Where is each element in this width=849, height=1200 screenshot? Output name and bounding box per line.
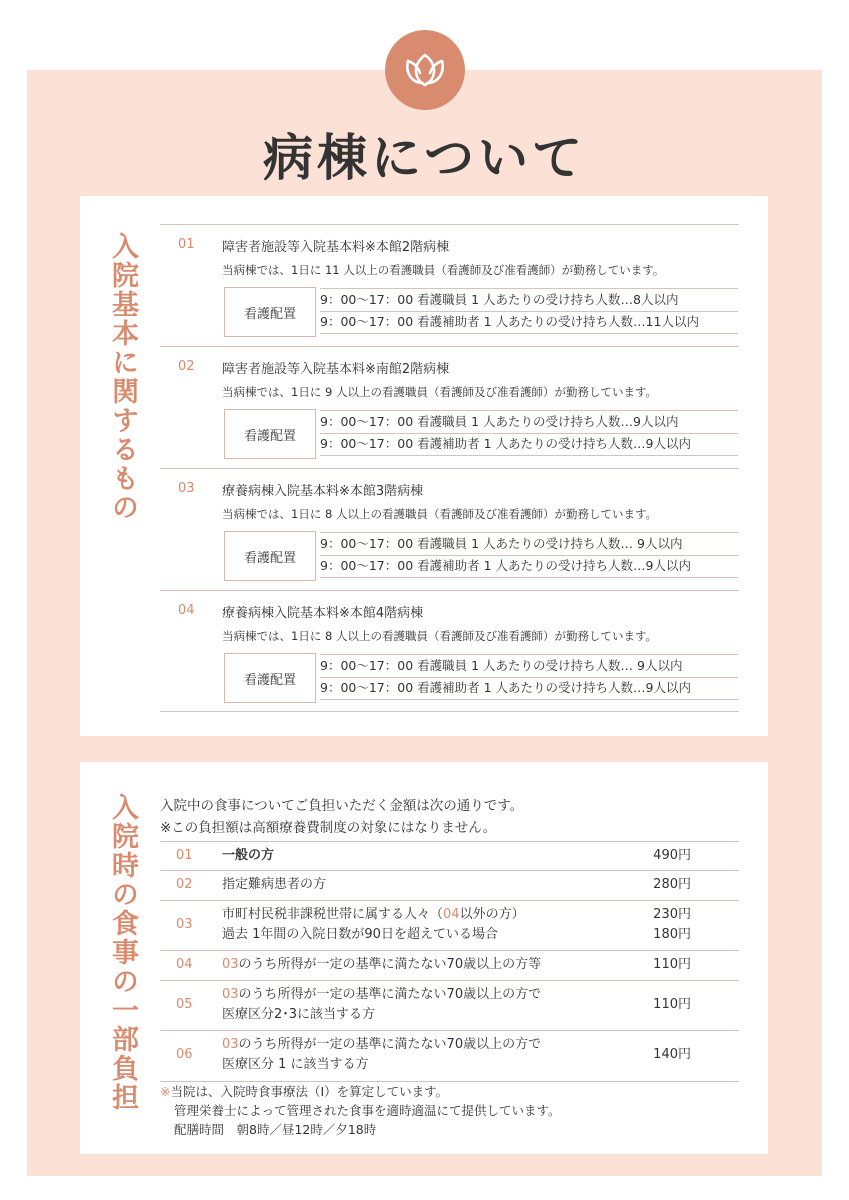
row-description: 一般の方 xyxy=(222,848,275,863)
ward-block xyxy=(160,590,739,713)
row-number: 06 xyxy=(176,1047,193,1062)
table-row xyxy=(160,871,739,901)
staffing-row: 9：00〜17：00 看護補助者 1 人あたりの受け持ち人数…9人以内 xyxy=(320,555,738,578)
flower-icon xyxy=(402,49,448,91)
row-description: 指定難病患者の方 xyxy=(222,877,327,892)
row-description: 03のうち所得が一定の基準に満たない70歳以上の方で xyxy=(222,987,542,1002)
ward-number: 02 xyxy=(178,359,195,374)
row-price: 180円 xyxy=(653,927,691,942)
row-description: 市町村民税非課税世帯に属する人々（04以外の方） xyxy=(222,907,525,922)
ward-description: 当病棟では、1日に 8 人以上の看護職員（看護師及び准看護師）が勤務しています。 xyxy=(222,629,658,643)
staffing-row: 9：00〜17：00 看護補助者 1 人あたりの受け持ち人数…9人以内 xyxy=(320,677,738,700)
meal-footnote: ※当院は、入院時食事療法（Ⅰ）を算定しています。 管理栄養士によって管理された食事を適時適温にて提供しています。 配膳時間 朝8時／昼12時／夕18時 xyxy=(160,1084,561,1137)
row-number: 03 xyxy=(176,917,193,932)
staffing-row: 9：00〜17：00 看護職員 1 人あたりの受け持ち人数… 9人以内 xyxy=(320,532,738,556)
ward-number: 04 xyxy=(178,603,195,618)
section-label-meal: 入院時の食事の一部負担 xyxy=(107,793,138,1112)
staffing-row: 9：00〜17：00 看護補助者 1 人あたりの受け持ち人数…11人以内 xyxy=(320,311,738,334)
ward-name: 療養病棟入院基本料※本館4階病棟 xyxy=(222,606,424,621)
staffing-label: 看護配置 xyxy=(224,287,316,337)
staffing-label: 看護配置 xyxy=(224,653,316,703)
page-title: 病棟について xyxy=(263,129,586,187)
row-number: 01 xyxy=(176,848,193,863)
meal-intro: 入院中の食事についてご負担いただく金額は次の通りです。 xyxy=(160,798,524,814)
row-number: 02 xyxy=(176,877,193,892)
ward-block xyxy=(160,346,739,469)
logo xyxy=(385,30,465,110)
ward-description: 当病棟では、1日に 11 人以上の看護職員（看護師及び准看護師）が勤務しています。 xyxy=(222,263,665,277)
meal-notice: ※この負担額は高額療養費制度の対象にはなりません。 xyxy=(160,820,497,836)
ward-block xyxy=(160,224,739,347)
row-number: 05 xyxy=(176,997,193,1012)
row-price: 140円 xyxy=(653,1047,691,1062)
row-description: 03のうち所得が一定の基準に満たない70歳以上の方等 xyxy=(222,957,542,972)
ward-description: 当病棟では、1日に 8 人以上の看護職員（看護師及び准看護師）が勤務しています。 xyxy=(222,507,658,521)
ward-number: 03 xyxy=(178,481,195,496)
row-description: 過去 1年間の入院日数が90日を超えている場合 xyxy=(222,927,498,942)
table-row xyxy=(160,981,739,1031)
row-number: 04 xyxy=(176,957,193,972)
staffing-row: 9：00〜17：00 看護補助者 1 人あたりの受け持ち人数…9人以内 xyxy=(320,433,738,456)
ward-name: 療養病棟入院基本料※本館3階病棟 xyxy=(222,484,424,499)
row-price: 110円 xyxy=(653,997,691,1012)
ward-name: 障害者施設等入院基本料※本館2階病棟 xyxy=(222,240,450,255)
staffing-label: 看護配置 xyxy=(224,409,316,459)
meal-cost-table xyxy=(160,841,739,1082)
staffing-row: 9：00〜17：00 看護職員 1 人あたりの受け持ち人数… 9人以内 xyxy=(320,654,738,678)
ward-name: 障害者施設等入院基本料※南館2階病棟 xyxy=(222,362,450,377)
row-price: 230円 xyxy=(653,907,691,922)
table-row xyxy=(160,951,739,981)
row-price: 110円 xyxy=(653,957,691,972)
divider xyxy=(160,711,739,712)
row-price: 280円 xyxy=(653,877,691,892)
staffing-row: 9：00〜17：00 看護職員 1 人あたりの受け持ち人数…9人以内 xyxy=(320,410,738,434)
row-price: 490円 xyxy=(653,848,691,863)
ward-block xyxy=(160,468,739,591)
section-label-admission: 入院基本に関するもの xyxy=(107,232,138,522)
staffing-row: 9：00〜17：00 看護職員 1 人あたりの受け持ち人数…8人以内 xyxy=(320,288,738,312)
ward-description: 当病棟では、1日に 9 人以上の看護職員（看護師及び准看護師）が勤務しています。 xyxy=(222,385,658,399)
table-row xyxy=(160,901,739,951)
table-row xyxy=(160,1031,739,1082)
staffing-label: 看護配置 xyxy=(224,531,316,581)
row-description: 医療区分2･3に該当する方 xyxy=(222,1007,376,1022)
row-description: 03のうち所得が一定の基準に満たない70歳以上の方で xyxy=(222,1037,542,1052)
ward-number: 01 xyxy=(178,237,195,252)
row-description: 医療区分 1 に該当する方 xyxy=(222,1057,369,1072)
table-row xyxy=(160,842,739,871)
